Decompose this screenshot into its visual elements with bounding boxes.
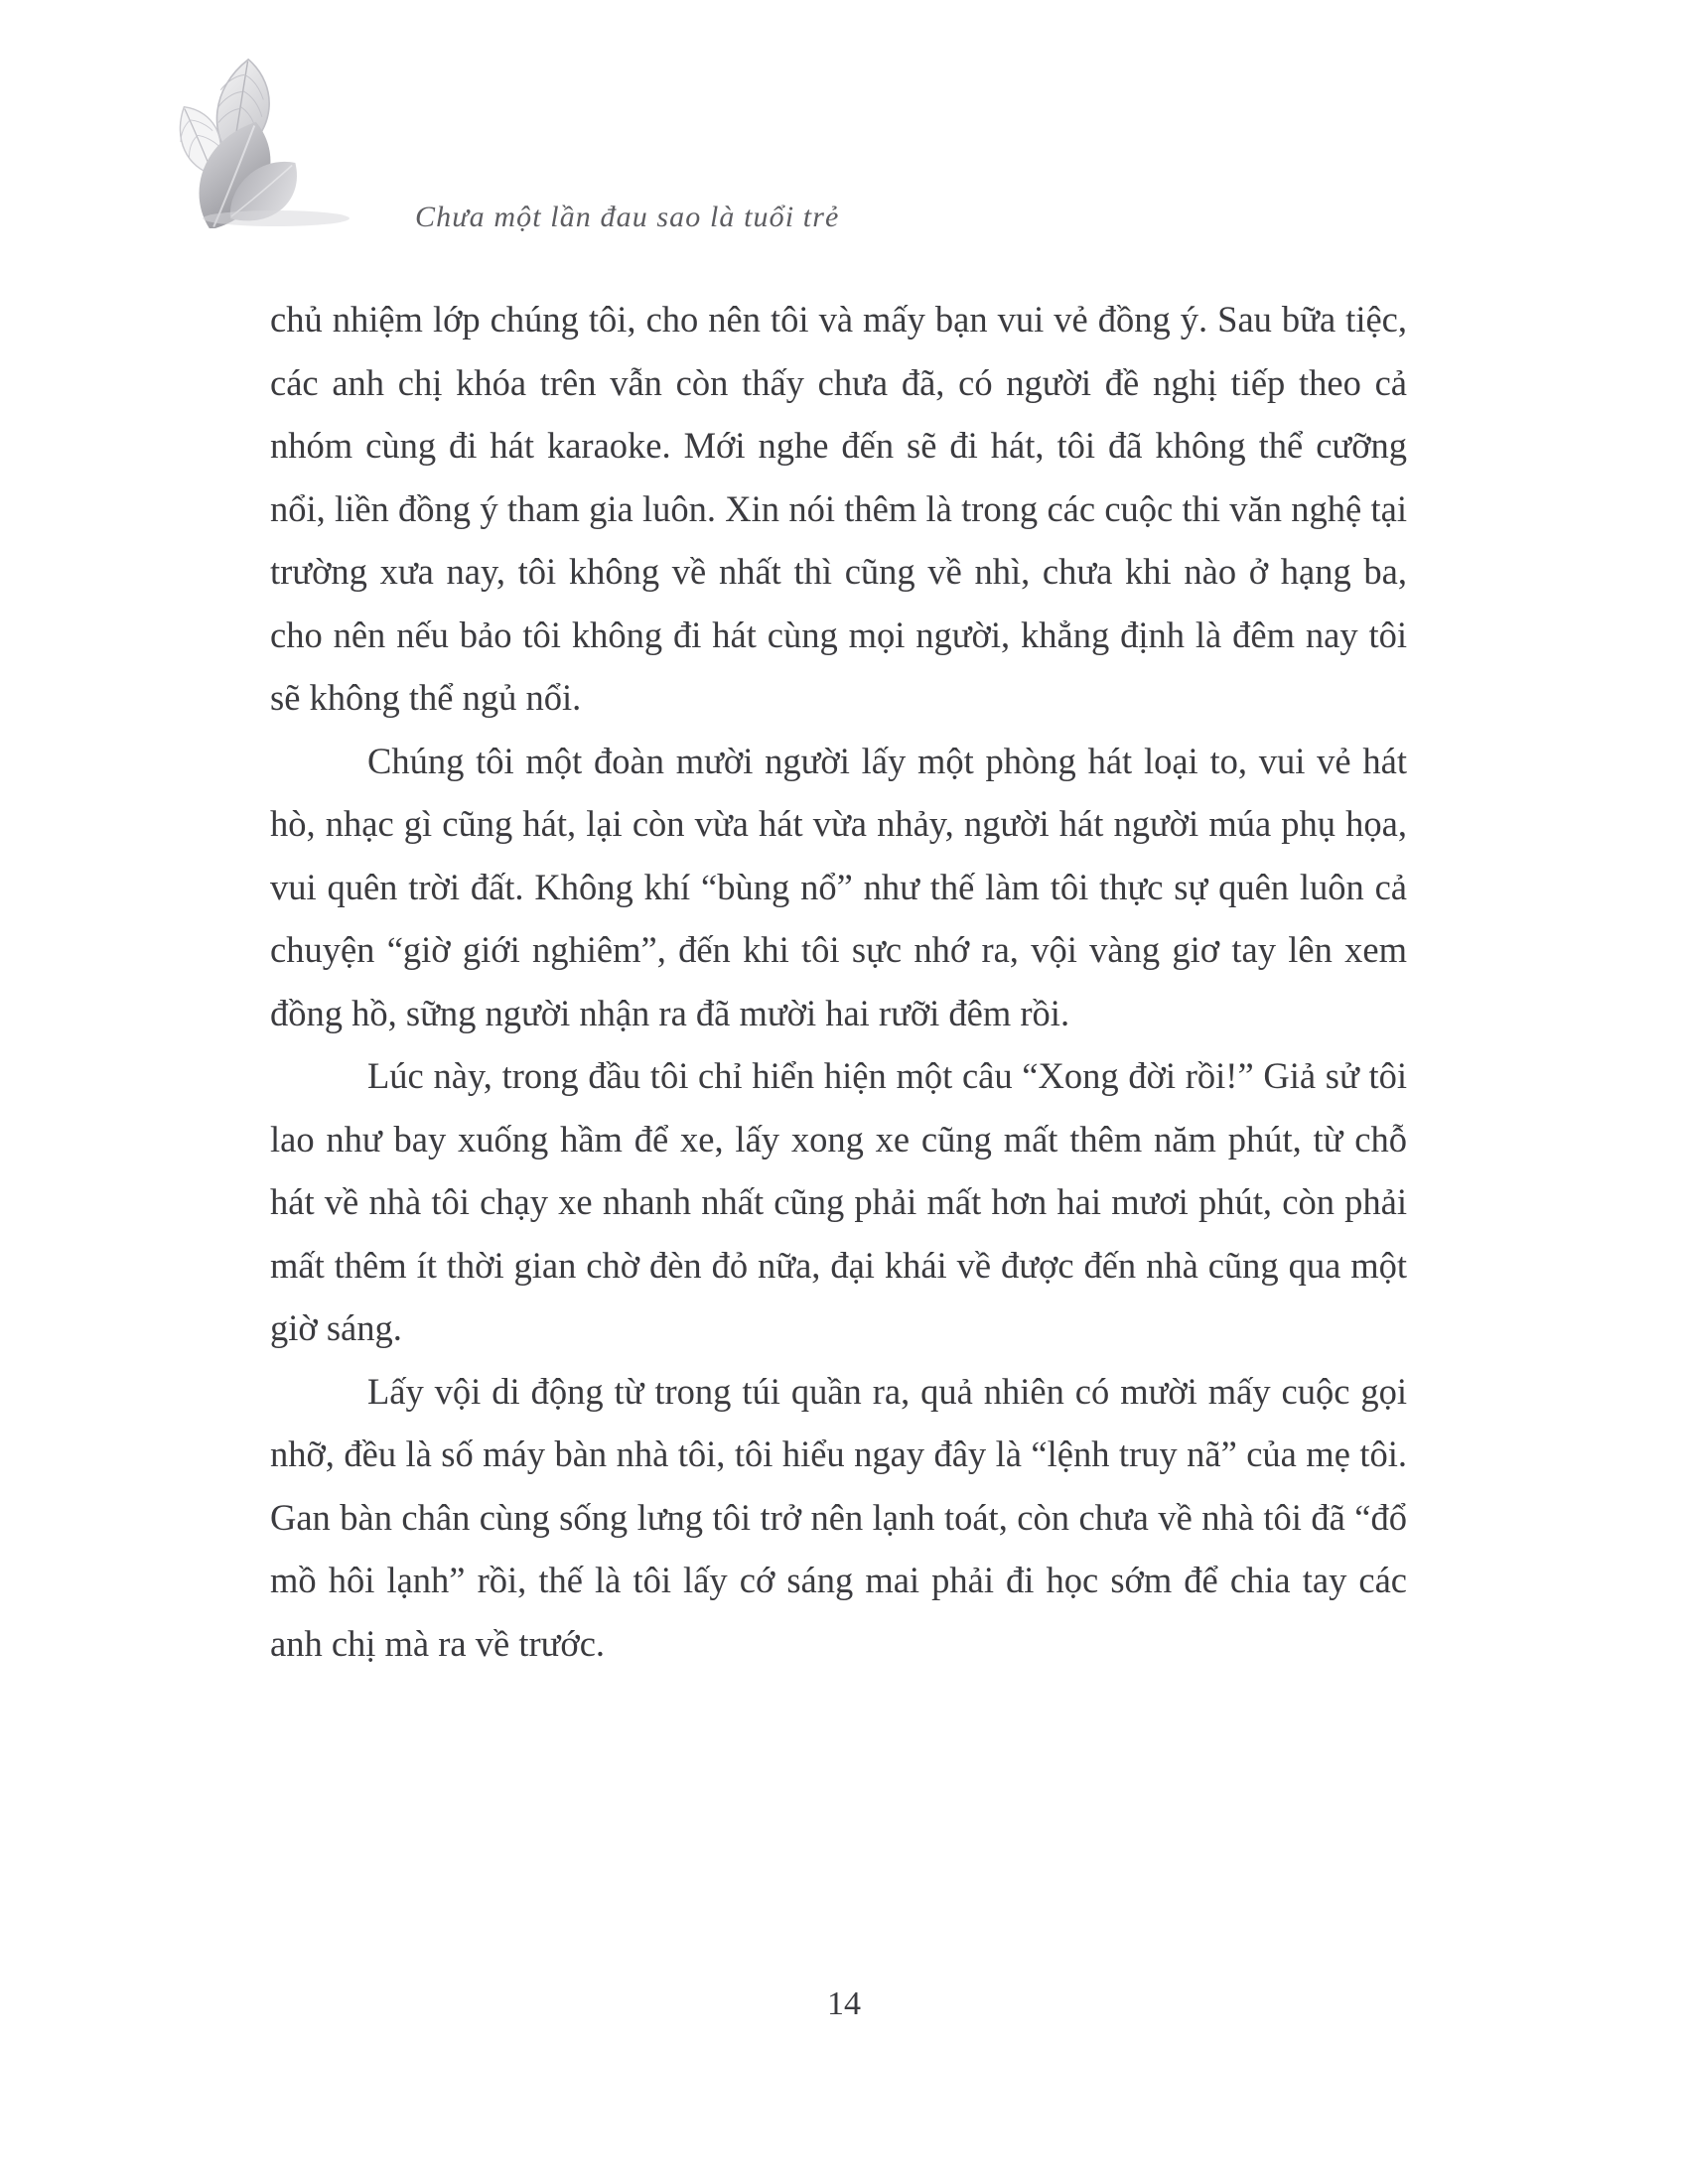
page-header [149,40,1489,233]
leaves-icon [149,40,407,228]
paragraph: Chúng tôi một đoàn mười người lấy một phòng hát loại to, vui vẻ hát hò, nhạc gì cũng hát, lại còn vừa hát vừa nhảy, người hát người múa phụ họa, vui quên trời đất. Không khí “bùng nổ” như thế làm tôi thực sự quên luôn cả chuyện “giờ giới nghiêm”, đến khi tôi sực nhớ ra, vội vàng giơ tay lên xem đồng hồ, sững người nhận ra đã mười hai rưỡi đêm rồi. [270,740,1407,1033]
paragraph: Lấy vội di động từ trong túi quần ra, quả nhiên có mười mấy cuộc gọi nhỡ, đều là số máy bàn nhà tôi, tôi hiểu ngay đây là “lệnh truy nã” của mẹ tôi. Gan bàn chân cùng sống lưng tôi trở nên lạnh toát, còn chưa về nhà tôi đã “đổ mồ hôi lạnh” rồi, thế là tôi lấy cớ sáng mai phải đi học sớm để chia tay các anh chị mà ra về trước. [270,1370,1407,1664]
page-number: 14 [827,1985,861,2022]
running-title: Chưa một lần đau sao là tuổi trẻ [415,201,840,233]
page-body [270,288,1407,1675]
paragraph: Lúc này, trong đầu tôi chỉ hiển hiện một câu “Xong đời rồi!” Giả sử tôi lao như bay xuống hầm để xe, lấy xong xe cũng mất thêm năm phút, từ chỗ hát về nhà tôi chạy xe nhanh nhất cũng phải mất hơn hai mươi phút, còn phải mất thêm ít thời gian chờ đèn đỏ nữa, đại khái về được đến nhà cũng qua một giờ sáng. [270,1055,1407,1348]
paragraph: chủ nhiệm lớp chúng tôi, cho nên tôi và mấy bạn vui vẻ đồng ý. Sau bữa tiệc, các anh chị khóa trên vẫn còn thấy chưa đã, có người đề nghị tiếp theo cả nhóm cùng đi hát karaoke. Mới nghe đến sẽ đi hát, tôi đã không thể cưỡng nổi, liền đồng ý tham gia luôn. Xin nói thêm là trong các cuộc thi văn nghệ tại trường xưa nay, tôi không về nhất thì cũng về nhì, chưa khi nào ở hạng ba, cho nên nếu bảo tôi không đi hát cùng mọi người, khẳng định là đêm nay tôi sẽ không thể ngủ nổi. [270,299,1407,718]
